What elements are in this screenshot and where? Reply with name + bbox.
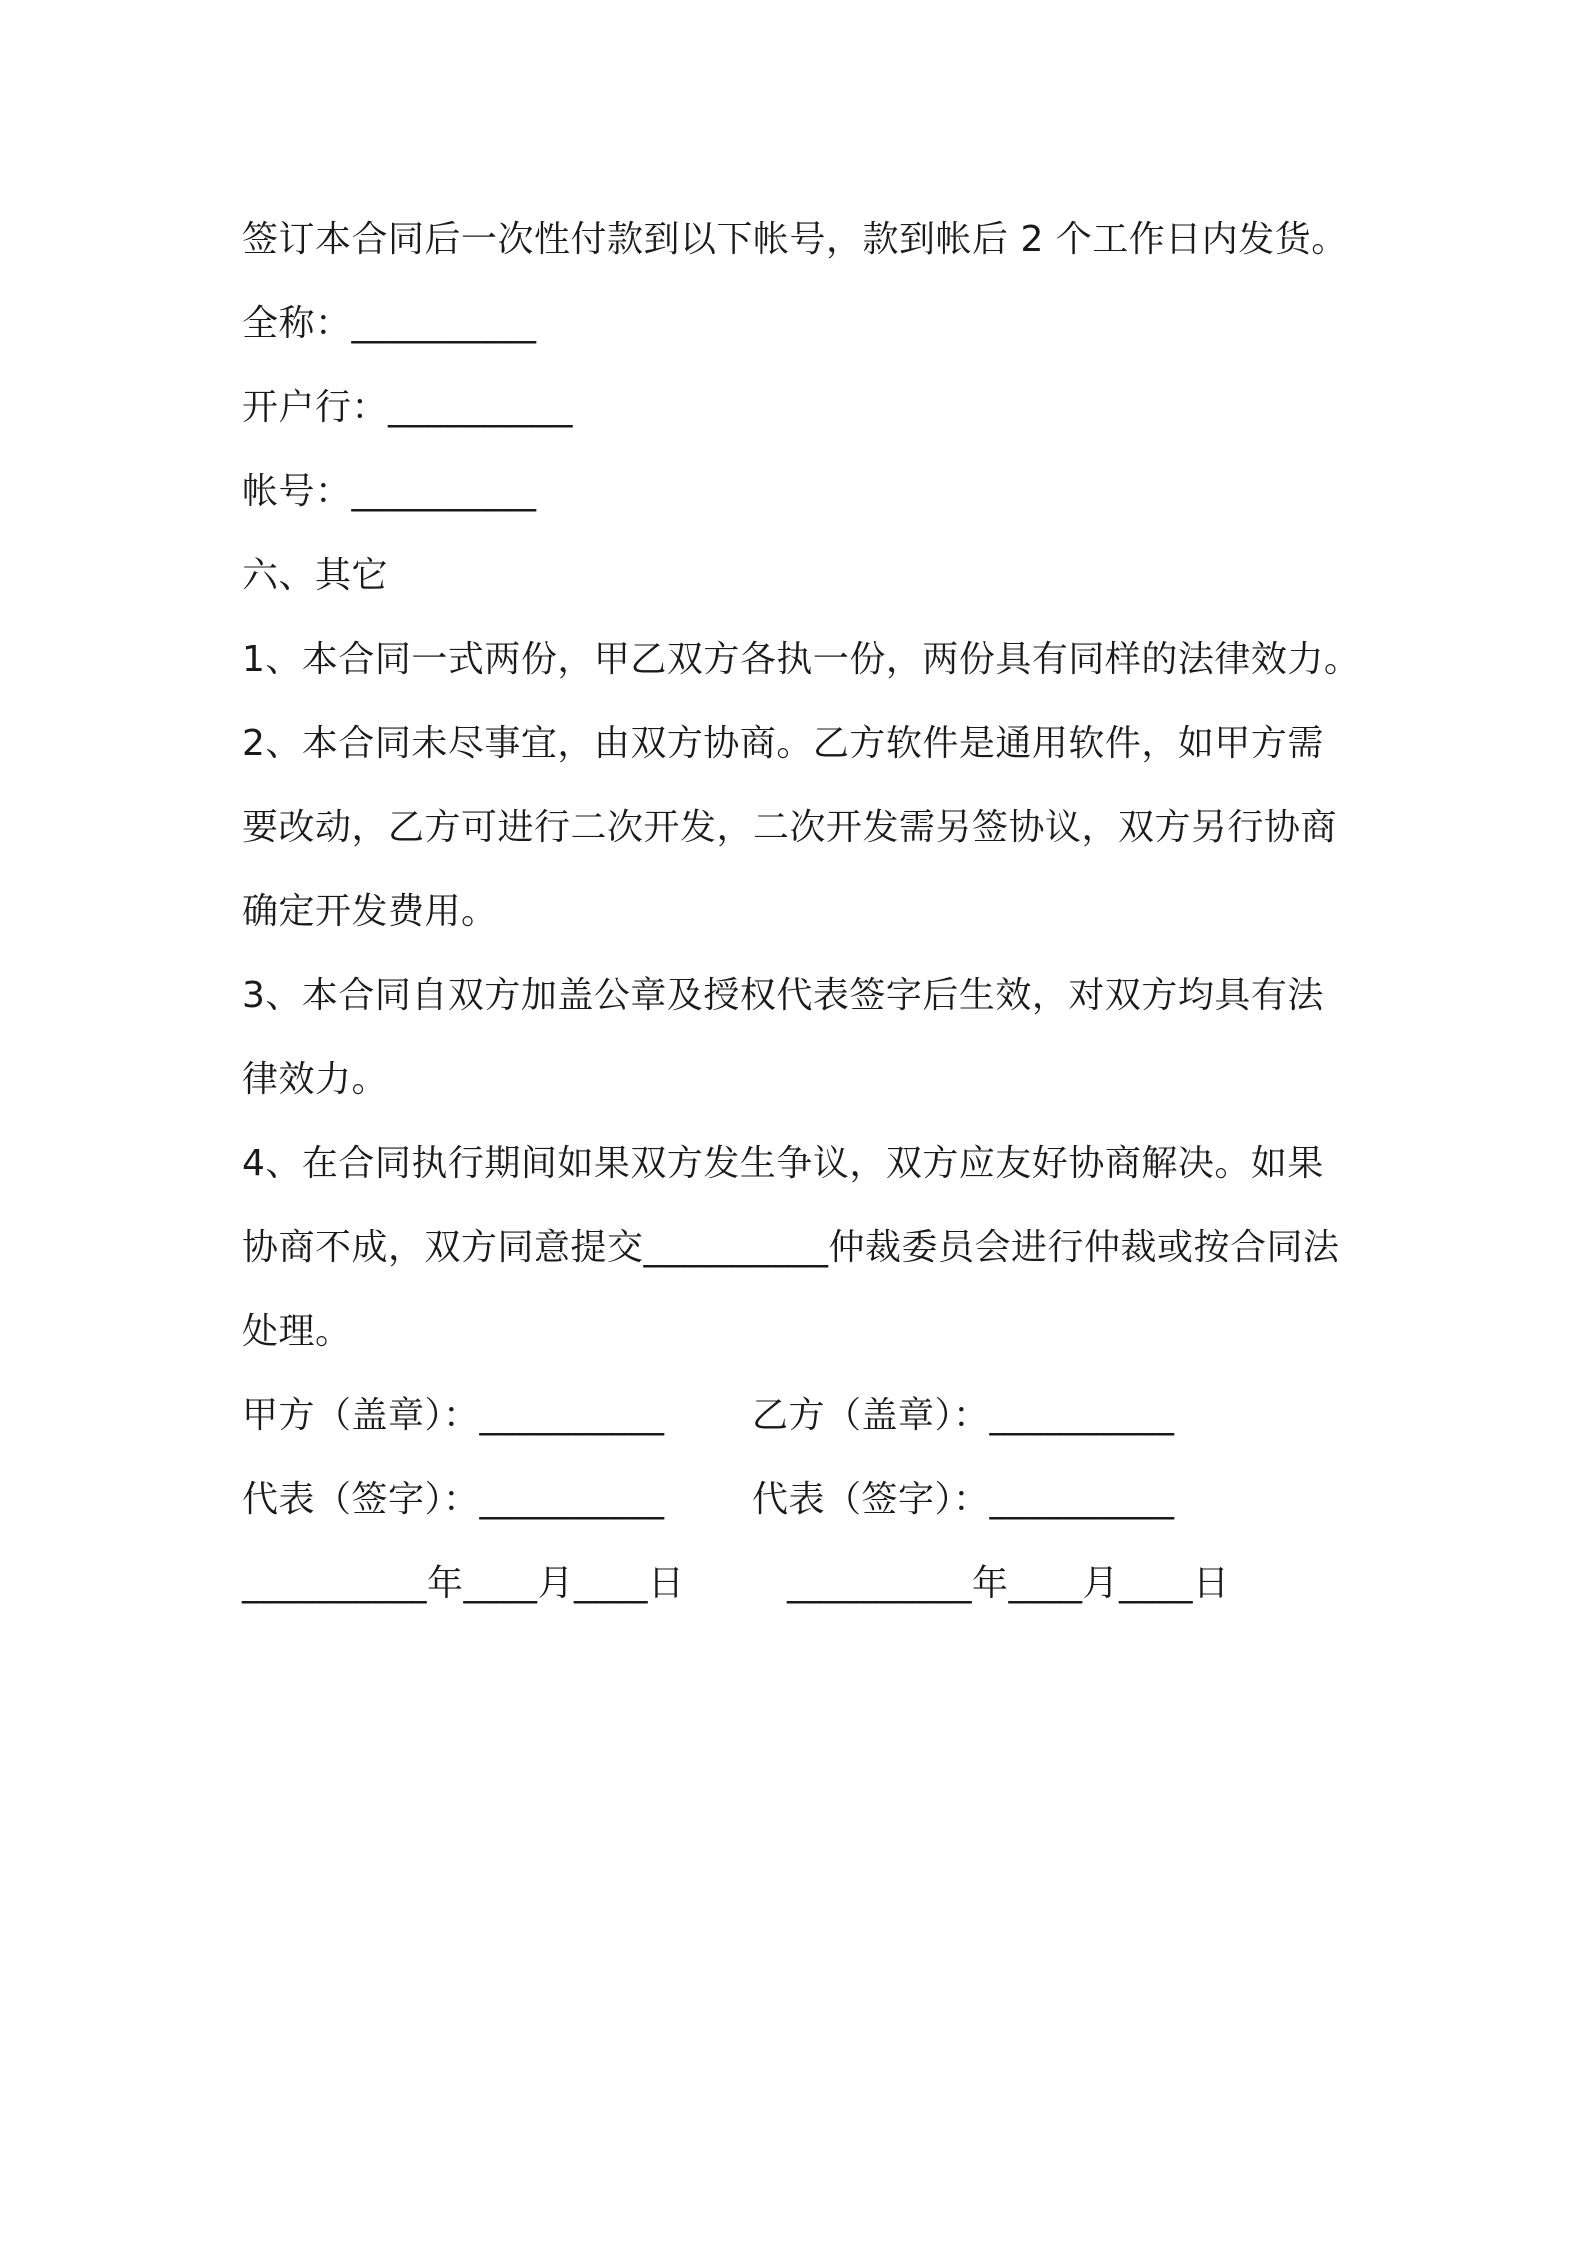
clause-2-line-2: 要改动，乙方可进行二次开发，二次开发需另签协议，双方另行协商 xyxy=(242,807,1338,848)
section-heading-other: 六、其它 xyxy=(242,555,389,596)
representative-row xyxy=(242,1458,1362,1542)
clause-4-line-1: 4、在合同执行期间如果双方发生争议，双方应友好协商解决。如果 xyxy=(242,1143,1324,1184)
party-b-date-field: __________年____月____日 xyxy=(787,1563,1230,1604)
clause-3-line-1: 3、本合同自双方加盖公章及授权代表签字后生效，对双方均具有法 xyxy=(242,975,1324,1016)
clause-2-line-3: 确定开发费用。 xyxy=(242,891,498,932)
clause-4-line-3: 处理。 xyxy=(242,1311,352,1352)
party-a-date-field: __________年____月____日 xyxy=(242,1563,685,1604)
clause-2-line-1: 2、本合同未尽事宜，由双方协商。乙方软件是通用软件，如甲方需 xyxy=(242,723,1324,764)
seal-row xyxy=(242,1374,1362,1458)
party-b-rep-field: 代表（签字）：__________ xyxy=(752,1479,1175,1520)
party-a-seal-field: 甲方（盖章）：__________ xyxy=(242,1395,665,1436)
payment-clause: 签订本合同后一次性付款到以下帐号，款到帐后 2 个工作日内发货。 xyxy=(242,219,1348,260)
clause-1: 1、本合同一式两份，甲乙双方各执一份，两份具有同样的法律效力。 xyxy=(242,639,1361,680)
bank-field: 开户行：__________ xyxy=(242,387,574,428)
account-name-field: 全称：__________ xyxy=(242,303,537,344)
party-a-rep-field: 代表（签字）：__________ xyxy=(242,1479,665,1520)
clause-3-line-2: 律效力。 xyxy=(242,1059,389,1100)
contract-body xyxy=(242,198,1362,1626)
clause-4-line-2: 协商不成，双方同意提交__________仲裁委员会进行仲裁或按合同法 xyxy=(242,1227,1340,1268)
party-b-seal-field: 乙方（盖章）：__________ xyxy=(752,1395,1175,1436)
account-number-field: 帐号：__________ xyxy=(242,471,537,512)
date-row xyxy=(242,1542,1362,1626)
